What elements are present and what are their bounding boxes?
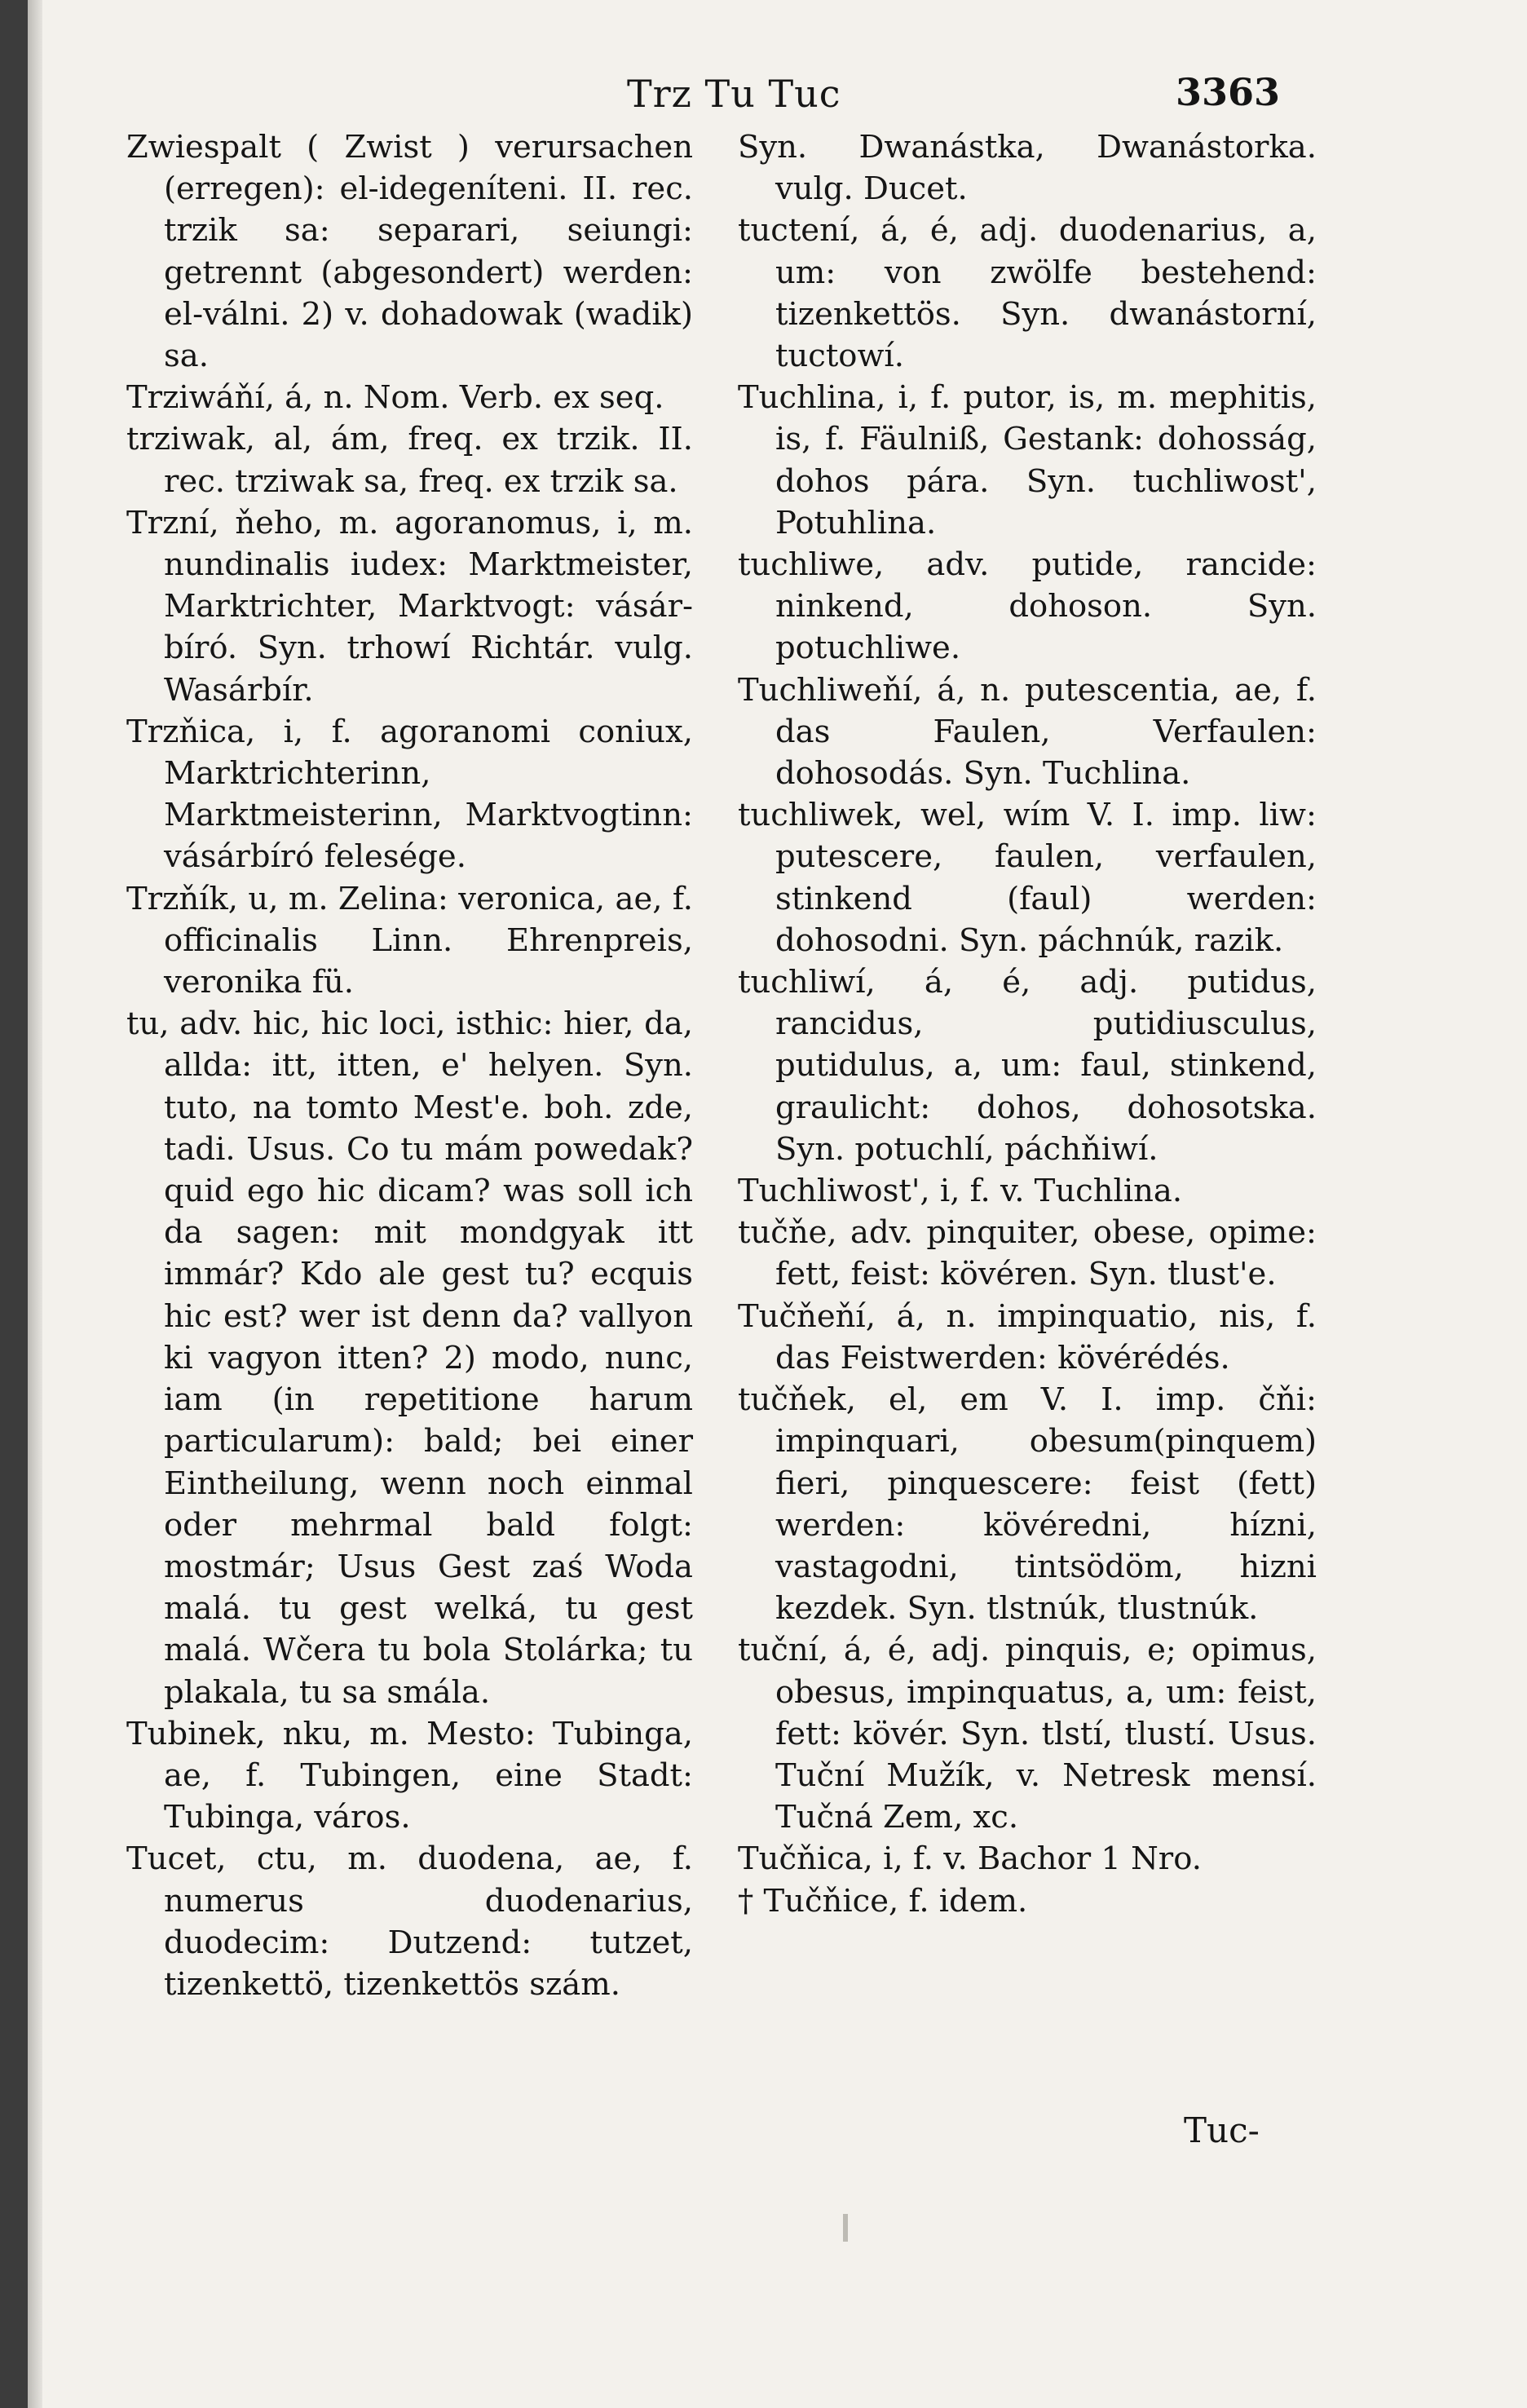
paper-speck xyxy=(843,2214,848,2242)
entry: Tuchlina, i, f. putor, is, m. mephitis, is, f. Fäulniß, Gestank: dohosság, dohos pára. Syn. tuchliwost', Potuhlina. xyxy=(738,379,1317,541)
entry: Trzní, ňeho, m. agoranomus, i, m. nundinalis iudex: Marktmeister, Marktrichter, Marktvogt: vásár-bíró. Syn. trhowí Richtár. vulg. Wasárbír. xyxy=(126,504,693,709)
entry: tuchliwí, á, é, adj. putidus, rancidus, putidiusculus, putidulus, a, um: faul, stinkend, graulicht: dohos, dohosotska. Syn. potuchlí, páchňiwí. xyxy=(738,964,1317,1168)
entry: tuchliwek, wel, wím V. I. imp. liw: putescere, faulen, verfaulen, stinkend (faul) werden: dohosodni. Syn. páchnúk, razik. xyxy=(738,797,1317,959)
entry: trziwak, al, ám, freq. ex trzik. II. rec. trziwak sa, freq. ex trzik sa. xyxy=(126,421,693,500)
left-column xyxy=(126,126,693,2005)
entry: tuční, á, é, adj. pinquis, e; opimus, obesus, impinquatus, a, um: feist, fett: kövér. Syn. tlstí, tlustí. Usus. Tuční Mužík, v. Netresk mensí. Tučná Zem, xc. xyxy=(738,1632,1317,1836)
entry: Syn. Dwanástka, Dwanástorka. vulg. Ducet. xyxy=(738,129,1317,208)
entry: Tuchliweňí, á, n. putescentia, ae, f. das Faulen, Verfaulen: dohosodás. Syn. Tuchlina. xyxy=(738,671,1317,793)
entry: Trzňica, i, f. agoranomi coniux, Marktrichterinn, Marktmeisterinn, Marktvogtinn: vásárbíró felesége. xyxy=(126,713,693,876)
entry: Trziwáňí, á, n. Nom. Verb. ex seq. xyxy=(126,379,664,417)
entry: Tubinek, nku, m. Mesto: Tubinga, ae, f. Tubingen, eine Stadt: Tubinga, város. xyxy=(126,1715,693,1836)
entry: Tučňeňí, á, n. impinquatio, nis, f. das Feistwerden: kövérédés. xyxy=(738,1297,1317,1376)
dictionary-page xyxy=(28,0,1527,2408)
entry: tuctení, á, é, adj. duodenarius, a, um: von zwölfe bestehend: tizenkettös. Syn. dwanástorní, tuctowí. xyxy=(738,212,1317,375)
entry: Tuchliwost', i, f. v. Tuchlina. xyxy=(738,1173,1183,1210)
entry: Trzňík, u, m. Zelina: veronica, ae, f. officinalis Linn. Ehrenpreis, veronika fü. xyxy=(126,880,693,1001)
entry: Tucet, ctu, m. duodena, ae, f. numerus duodenarius, duodecim: Dutzend: tutzet, tizenkettö, tizenkettös szám. xyxy=(126,1840,693,2003)
right-column xyxy=(738,126,1317,1922)
entry: tuchliwe, adv. putide, rancide: ninkend, dohoson. Syn. potuchliwe. xyxy=(738,546,1317,667)
entry: Zwiespalt ( Zwist ) verursachen (erregen): el-idegeníteni. II. rec. trzik sa: separari, seiungi: getrennt (abgesondert) werden: el-válni. 2) v. dohadowak (wadik) sa. xyxy=(126,129,693,375)
entry: tu, adv. hic, hic loci, isthic: hier, da, allda: itt, itten, e' helyen. Syn. tuto, na tomto Mest'e. boh. zde, tadi. Usus. Co tu mám powedak? quid ego hic dicam? was soll ich da sagen: mit mondgyak itt immár? Kdo ale gest tu? ecquis hic est? wer ist denn da? vallyon ki vagyon itten? 2) modo, nunc, iam (in repetitione harum particularum): bald; bei einer Eintheilung, wenn noch einmal oder mehrmal bald folgt: mostmár; Usus Gest zaś Woda malá. tu gest welká, tu gest malá. Wčera tu bola Stolárka; tu plakala, tu sa smála. xyxy=(126,1005,693,1711)
page-gutter xyxy=(28,0,42,2408)
page-number: 3363 xyxy=(1176,70,1281,114)
entry: Tučňica, i, f. v. Bachor 1 Nro. xyxy=(738,1840,1202,1878)
catchword: Tuc- xyxy=(1184,2110,1260,2150)
entry: † Tučňice, f. idem. xyxy=(738,1882,1028,1920)
entry: tučňek, el, em V. I. imp. čňi: impinquari, obesum(pinquem) fieri, pinquescere: feist (fett) werden: kövéredni, hízni, vastagodni, tintsödöm, hizni kezdek. Syn. tlstnúk, tlustnúk. xyxy=(738,1381,1317,1628)
running-head-guide-words: Trz Tu Tuc xyxy=(627,72,841,116)
entry: tučňe, adv. pinquiter, obese, opime: fett, feist: kövéren. Syn. tlust'e. xyxy=(738,1214,1317,1293)
